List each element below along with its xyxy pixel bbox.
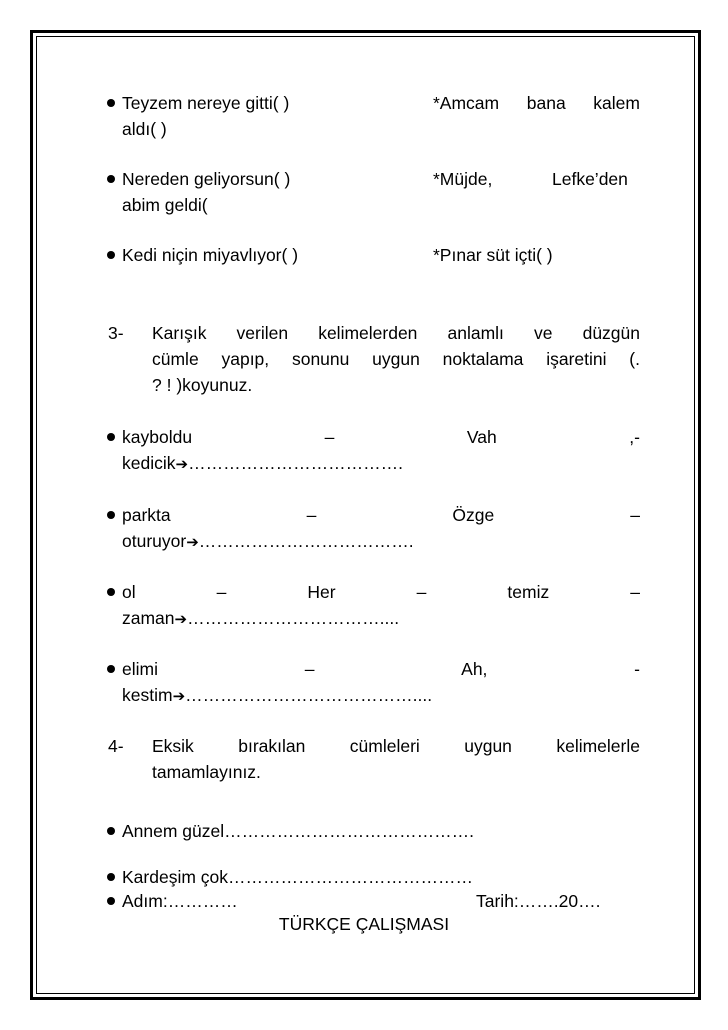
scrambled-words: [122, 581, 640, 603]
word: ,-: [629, 427, 640, 447]
worksheet-title: TÜRKÇE ÇALIŞMASI: [278, 914, 450, 934]
word: Vah: [466, 427, 497, 447]
bullet-icon: [107, 175, 115, 183]
word: ol: [122, 582, 136, 602]
arrow-right-icon: ➔: [186, 534, 199, 551]
blank-dots: ……………………………….: [198, 531, 414, 551]
question-text: Teyzem nereye gitti( ): [122, 93, 290, 113]
word: elimi: [122, 659, 158, 679]
answer-continuation: aldı( ): [122, 119, 167, 139]
word: temiz: [507, 582, 550, 602]
arrow-right-icon: ➔: [175, 456, 189, 473]
answer-text: *Pınar süt içti( ): [433, 245, 553, 265]
scrambled-words: [122, 426, 640, 448]
word: –: [324, 427, 335, 447]
blank-dots: ……………………………....: [187, 608, 400, 628]
word: –: [306, 505, 317, 525]
section-instruction: Karışık verilen kelimelerden anlamlı ve düzgün: [152, 323, 640, 343]
word: kelimelerle: [556, 736, 640, 756]
section-number: 4-: [108, 736, 124, 756]
bullet-icon: [107, 897, 115, 905]
bullet-icon: [107, 433, 115, 441]
answer-line: [122, 684, 432, 708]
word: kestim: [122, 685, 173, 705]
section-instruction: cümle yapıp, sonunu uygun noktalama işaretini (.: [152, 349, 640, 369]
bullet-icon: [107, 873, 115, 881]
bullet-icon: [107, 827, 115, 835]
word: cümleleri: [349, 736, 420, 756]
name-field: Adım:…………: [122, 891, 238, 911]
answer-text: *Müjde,: [433, 169, 493, 189]
section-instruction: [152, 735, 640, 757]
fill-in-sentence: Kardeşim çok……………………………………: [122, 867, 474, 887]
word: zaman: [122, 608, 175, 628]
word: –: [630, 505, 640, 525]
answer-continuation: abim geldi(: [122, 195, 208, 215]
word: –: [304, 659, 315, 679]
date-field: Tarih:…….20….: [476, 891, 601, 911]
bullet-icon: [107, 588, 115, 596]
bullet-icon: [107, 251, 115, 259]
answer-line: [122, 607, 399, 631]
bullet-icon: [107, 99, 115, 107]
question-text: Kedi niçin miyavlıyor( ): [122, 245, 299, 265]
scrambled-words: [122, 504, 640, 526]
section-instruction: ? ! )koyunuz.: [152, 375, 253, 395]
word: bırakılan: [238, 736, 306, 756]
question-text: Nereden geliyorsun( ): [122, 169, 291, 189]
arrow-right-icon: ➔: [172, 688, 186, 705]
word: –: [630, 582, 640, 602]
blank-dots: …………………………………....: [185, 685, 433, 705]
word: Her: [307, 582, 336, 602]
word: –: [416, 582, 427, 602]
scrambled-words: [122, 658, 640, 680]
word: Eksik: [152, 736, 194, 756]
arrow-right-icon: ➔: [174, 611, 188, 628]
answer-text: Lefke’den: [552, 169, 628, 189]
bullet-icon: [107, 665, 115, 673]
word: –: [216, 582, 227, 602]
word: Özge: [452, 505, 495, 525]
word: uygun: [464, 736, 512, 756]
blank-dots: ……………………………….: [188, 453, 403, 473]
word: Ah,: [461, 659, 488, 679]
answer-line: [122, 452, 403, 476]
word: kedicik: [122, 453, 176, 473]
section-instruction: tamamlayınız.: [152, 762, 261, 782]
word: parkta: [122, 505, 171, 525]
word: kayboldu: [122, 427, 193, 447]
bullet-icon: [107, 511, 115, 519]
word: oturuyor: [122, 531, 187, 551]
answer-text: *Amcam bana kalem: [433, 93, 640, 113]
fill-in-sentence: Annem güzel…………………………………….: [122, 821, 475, 841]
word: -: [634, 659, 640, 679]
answer-line: [122, 530, 414, 554]
section-number: 3-: [108, 323, 124, 343]
